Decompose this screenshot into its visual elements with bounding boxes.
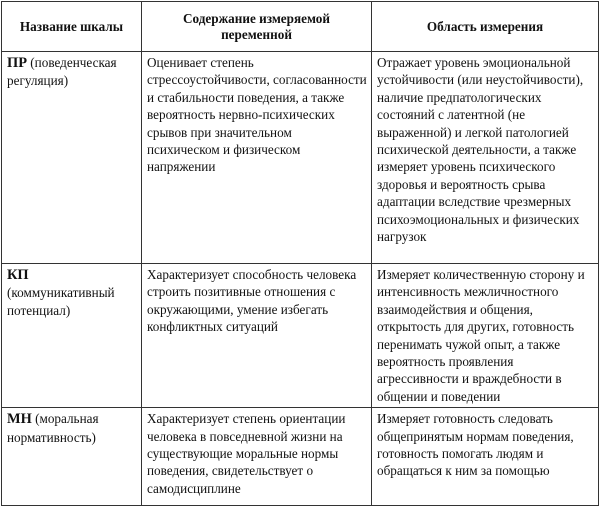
scale-full-name: (поведенческая регуляция) [7,55,117,89]
table-row [2,52,599,264]
scale-full-name: (коммуникативный потенциал) [7,285,115,318]
header-scale-name: Название шкалы [2,2,142,52]
scale-abbreviation: КП [7,267,29,283]
area-cell: Отражает уровень эмоциональной устойчивости (или неустойчивости), наличие предпатологических состояний с латентной (не выраженной) и легкой патологией психической деятельности, а также измеряет уровень психического здоровья и вероятность срыва адаптации вследствие чрезмерных психоэмоциональных и физических нагрузок [372,52,599,264]
scale-name-cell [2,408,142,506]
scales-table [1,1,599,506]
header-measured-variable: Содержание измеряемой переменной [142,2,372,52]
area-cell: Измеряет готовность следовать общепринятым нормам поведения, готовность помогать людям и обращаться к ним за помощью [372,408,599,506]
content-cell: Оценивает степень стрессоустойчивости, согласованности и стабильности поведения, а также вероятность нервно-психических срывов при значительном психическом и физическом напряжении [142,52,372,264]
header-row [2,2,599,52]
area-cell: Измеряет количественную сторону и интенсивность межличностного взаимодействия и общения, открытость для других, готовность перенимать чужой опыт, а также вероятность проявления агрессивности и враждебности в общении и поведении [372,264,599,408]
scale-name-cell [2,264,142,408]
scale-abbreviation: МН [7,411,32,428]
scale-name-cell [2,52,142,264]
table-row [2,264,599,408]
header-measurement-area: Область измерения [372,2,599,52]
content-cell: Характеризует способность человека строить позитивные отношения с окружающими, умение избегать конфликтных ситуаций [142,264,372,408]
table-row [2,408,599,506]
scale-abbreviation: ПР [7,55,27,71]
scale-full-name: (моральная нормативность) [7,411,99,445]
content-cell: Характеризует степень ориентации человека в повседневной жизни на существующие моральные нормы поведения, свидетельствует о самодисциплине [142,408,372,506]
